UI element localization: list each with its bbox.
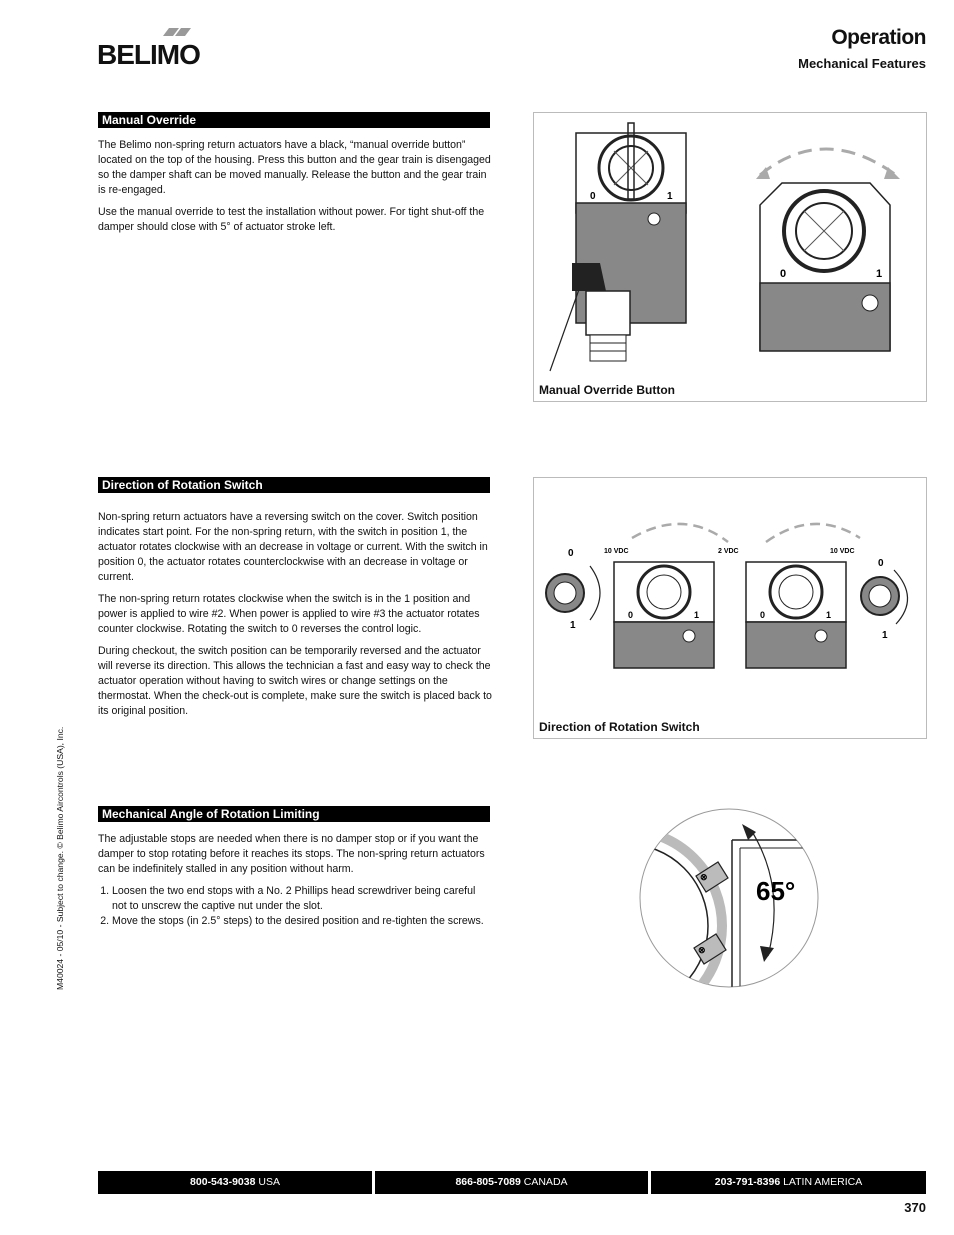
- document-reference: M40024 - 05/10 - Subject to change. © Belimo Aircontrols (USA), Inc.: [55, 726, 65, 990]
- manual-override-figure: [533, 112, 927, 402]
- label-zero: 0: [878, 558, 884, 569]
- direction-switch-figure: [533, 477, 927, 739]
- label-zero: 0: [628, 610, 634, 620]
- label-zero: 0: [760, 610, 766, 620]
- label-one: 1: [882, 630, 888, 641]
- manual-override-illustration: [534, 113, 926, 401]
- page-subtitle: Mechanical Features: [798, 56, 926, 71]
- direction-switch-illustration: [534, 478, 926, 708]
- label-one: 1: [570, 620, 576, 631]
- paragraph: Non-spring return actuators have a reversing switch on the cover. Switch position indicates start point. For the non-spring return, with the switch in position 1, the actuator rotates clockwise with an decrease in voltage or current. With the switch in position 0, the actuator rotates counterclockwise with an decrease in voltage or current.: [98, 511, 488, 583]
- svg-text:⊗: ⊗: [698, 945, 706, 955]
- angle-limiting-text: [98, 832, 492, 929]
- footer-phone-canada: [375, 1171, 648, 1194]
- label-one: 1: [876, 268, 883, 280]
- section-heading-direction-switch: Direction of Rotation Switch: [98, 477, 490, 493]
- direction-switch-text: [98, 510, 492, 726]
- paragraph: The Belimo non-spring return actuators have a black, “manual override button” located on the top of the housing. Press this button and the gear train is disengaged so the damper shaft can be moved manually. Release the button and the gear train is re-engaged.: [98, 139, 491, 196]
- region: LATIN AMERICA: [783, 1176, 863, 1188]
- paragraph: Use the manual override to test the installation without power. For tight shut-off the damper should close with 5° of actuator stroke left.: [98, 206, 485, 233]
- voltage-label: 10 VDC: [604, 548, 629, 555]
- figure-caption: Direction of Rotation Switch: [539, 720, 700, 734]
- phone-number: 866-805-7089: [455, 1176, 521, 1188]
- label-one: 1: [667, 191, 673, 202]
- page-title: Operation: [831, 26, 926, 49]
- label-zero: 0: [590, 191, 596, 202]
- page-number: 370: [904, 1200, 926, 1215]
- phone-number: 800-543-9038: [190, 1176, 256, 1188]
- label-zero: 0: [568, 548, 574, 559]
- section-heading-manual-override: Manual Override: [98, 112, 490, 128]
- manual-override-text: [98, 138, 492, 242]
- brand-name: BELIMO: [97, 39, 200, 70]
- voltage-label: 2 VDC: [718, 548, 739, 555]
- paragraph: During checkout, the switch position can be temporarily reversed and the actuator will reverse its direction. This allows the technician a fast and easy way to check the actuator operation without having to switch wires or change settings on the thermostat. When the check-out is complete, make sure the switch is placed back to its original position.: [98, 645, 492, 717]
- footer-phone-latin-america: [651, 1171, 926, 1194]
- footer-phone-usa: [98, 1171, 372, 1194]
- list-item: 1. Loosen the two end stops with a No. 2 Phillips head screwdriver being careful not to unscrew the captive nut under the slot.: [112, 884, 492, 914]
- region: CANADA: [523, 1176, 568, 1188]
- voltage-label: 10 VDC: [830, 548, 855, 555]
- steps-list: [98, 884, 492, 929]
- list-item: 2. Move the stops (in 2.5° steps) to the desired position and re-tighten the screws.: [112, 914, 492, 929]
- svg-text:⊗: ⊗: [700, 872, 708, 882]
- label-one: 1: [694, 610, 700, 620]
- angle-label: 65°: [756, 876, 796, 906]
- section-heading-angle-limiting: Mechanical Angle of Rotation Limiting: [98, 806, 490, 822]
- region: USA: [258, 1176, 280, 1188]
- belimo-logo: [97, 26, 209, 70]
- figure-caption: Manual Override Button: [539, 383, 676, 397]
- label-one: 1: [826, 610, 832, 620]
- label-zero: 0: [780, 268, 787, 280]
- angle-limit-figure: [636, 806, 822, 990]
- phone-number: 203-791-8396: [714, 1176, 781, 1188]
- paragraph: The non-spring return rotates clockwise when the switch is in the 1 position and power is applied to wire #2. When power is applied to wire #3 the actuator rotates counter clockwise. Rotating the switch to 0 reverses the control logic.: [98, 593, 480, 635]
- paragraph: The adjustable stops are needed when there is no damper stop or if you want the damper to stop rotating before it reaches its stops. The non-spring return actuators can be indefinitely stalled in any position without harm.: [98, 833, 485, 875]
